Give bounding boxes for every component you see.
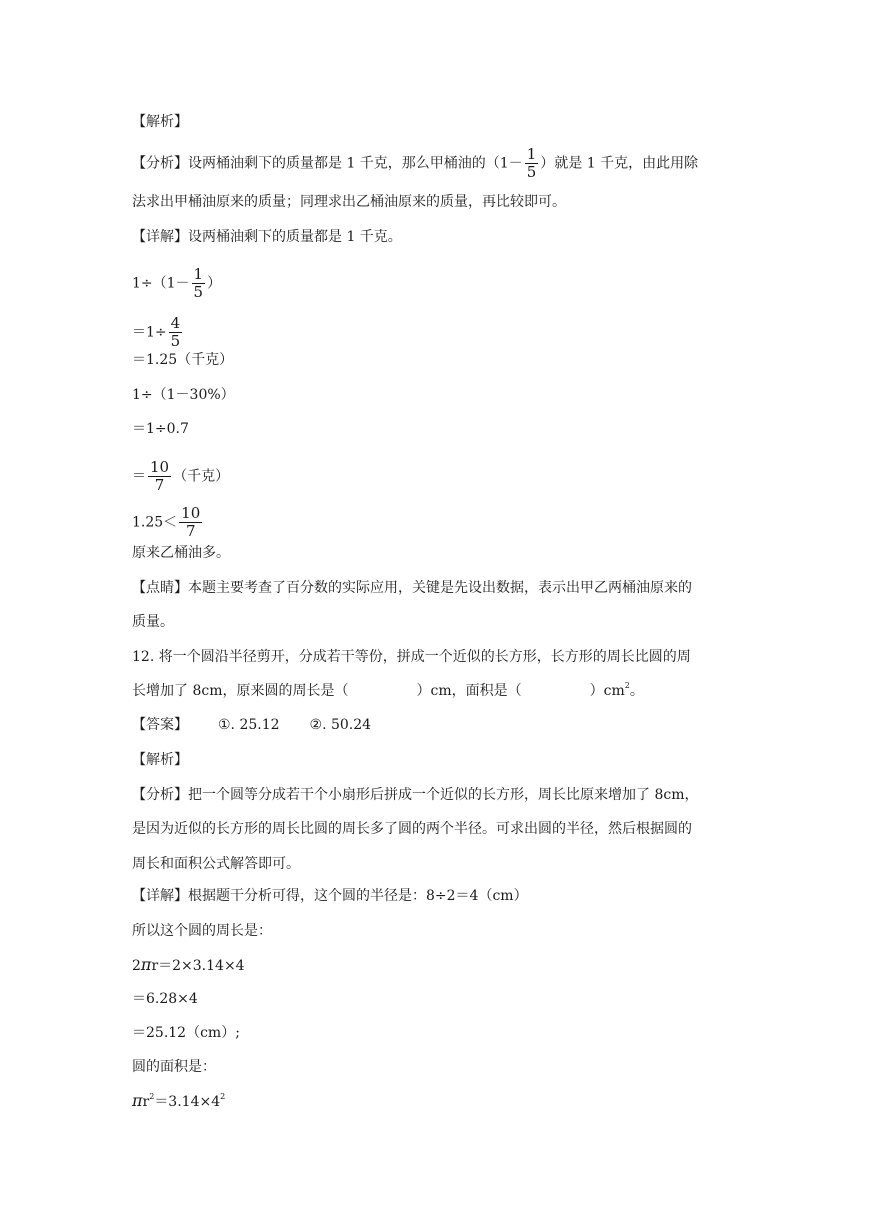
equation-line: ＝1÷0.7 — [132, 421, 189, 437]
detail-line-1: 【详解】设两桶油剩下的质量都是 1 千克。 — [132, 229, 402, 245]
text: ＝1÷ — [132, 324, 167, 341]
equation-line: ＝1.25（千克） — [132, 352, 234, 368]
text: ＝ — [132, 468, 146, 485]
answer-line — [132, 715, 371, 735]
superscript: 2 — [624, 681, 630, 690]
text: 长增加了 8cm，原来圆的周长是（ — [132, 683, 349, 699]
analysis-line-2: 是因为近似的长方形的周长比圆的周长多了圆的两个半径。可求出圆的半径，然后根据圆的 — [132, 821, 692, 837]
conclusion: 原来乙桶油多。 — [132, 545, 230, 561]
text: 1÷（1－ — [132, 275, 190, 292]
equation-line: ＝25.12（cm）; — [132, 1025, 240, 1041]
text: r — [142, 1094, 150, 1110]
superscript: 2 — [220, 1092, 226, 1101]
equation-line: 1÷（1－30%） — [132, 387, 235, 403]
text: 2 — [132, 958, 141, 974]
question-12-line-1: 12. 将一个圆沿半径剪开，分成若干等份，拼成一个近似的长方形，长方形的周长比圆的周 — [132, 649, 691, 665]
equation-line — [132, 505, 204, 540]
text: （千克） — [173, 468, 230, 485]
answer-1: ①. 25.12 — [218, 717, 280, 733]
text: ）就是 1 千克，由此用除 — [540, 155, 699, 172]
question-12-line-2 — [132, 681, 644, 701]
detail-line-1: 【详解】根据题干分析可得，这个圆的半径是：8÷2＝4（cm） — [132, 888, 528, 904]
answer-2: ②. 50.24 — [309, 717, 372, 733]
text: ） — [207, 275, 222, 292]
equation-line — [132, 459, 229, 494]
answer-label: 【答案】 — [132, 717, 188, 733]
equation-line — [132, 1091, 225, 1112]
text: 【分析】设两桶油剩下的质量都是 1 千克，那么甲桶油的（1－ — [132, 155, 523, 172]
fraction: $\frac{1}{5}$ — [193, 265, 204, 301]
fraction: $\frac{10}{7}$ — [181, 504, 201, 540]
fraction: $\frac{1}{5}$ — [526, 145, 537, 181]
superscript: 2 — [149, 1092, 155, 1101]
text: ）cm — [589, 683, 625, 699]
text: r＝2×3.14×4 — [151, 958, 245, 974]
analysis-line-1 — [132, 146, 698, 181]
pi-symbol: π — [132, 1091, 143, 1110]
detail-line-2: 所以这个圆的周长是： — [132, 923, 272, 939]
section-heading-analysis: 【解析】 — [132, 752, 188, 768]
detail-line-3: 圆的面积是： — [132, 1059, 216, 1075]
pi-symbol: π — [140, 955, 152, 974]
analysis-line-2: 法求出甲桶油原来的质量；同理求出乙桶油原来的质量，再比较即可。 — [132, 194, 566, 210]
equation-line — [132, 315, 184, 350]
text: ＝3.14×4 — [154, 1094, 221, 1110]
equation-line — [132, 955, 245, 976]
fraction: $\frac{10}{7}$ — [150, 458, 170, 494]
text: 1.25＜ — [132, 514, 178, 531]
analysis-line-1: 【分析】把一个圆等分成若干个小扇形后拼成一个近似的长方形，周长比原来增加了 8cm， — [132, 787, 699, 803]
analysis-line-3: 周长和面积公式解答即可。 — [132, 856, 300, 872]
comment-line-1: 【点睛】本题主要考查了百分数的实际应用，关键是先设出数据，表示出甲乙两桶油原来的 — [132, 580, 692, 596]
fraction: $\frac{4}{5}$ — [170, 314, 181, 350]
equation-line: ＝6.28×4 — [132, 991, 198, 1007]
section-heading-analysis: 【解析】 — [132, 114, 188, 130]
comment-line-2: 质量。 — [132, 614, 174, 630]
equation-line — [132, 266, 221, 301]
text: 。 — [629, 683, 644, 699]
text: ）cm，面积是（ — [416, 683, 522, 699]
